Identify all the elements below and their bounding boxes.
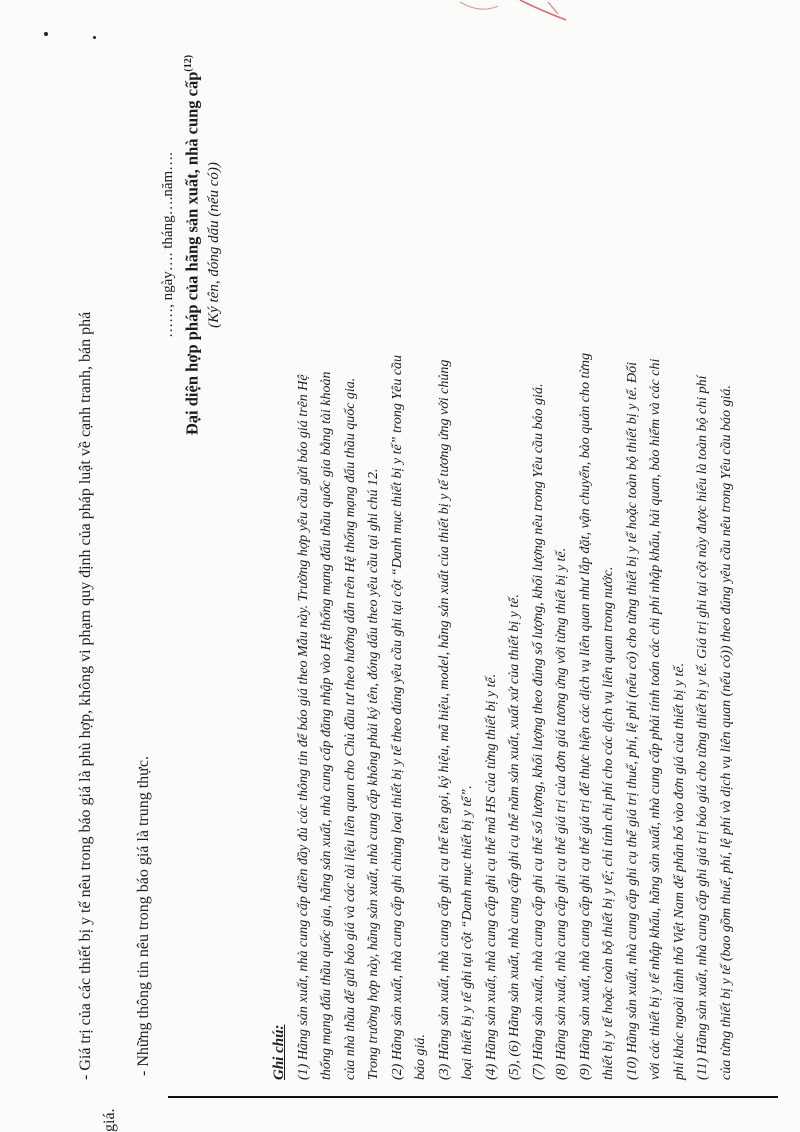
signature-block — [158, 30, 224, 460]
note-line: (1) Hãng sản xuất, nhà cung cấp điền đầy đủ các thông tin để báo giá theo Mẫu này. Trường hợp yêu cầu gửi báo giá trên Hệ — [295, 374, 311, 1080]
signature-note: (Ký tên, đóng dấu (nếu có)) — [205, 162, 222, 328]
notes-heading: Ghi chú: — [271, 1024, 287, 1080]
note-line: (3) Hãng sản xuất, nhà cung cấp ghi cụ thể tên gọi, ký hiệu, mã hiệu, model, hãng sản xuất của thiết bị y tế tương ứng với chủng — [436, 359, 452, 1080]
note-line: Trong trường hợp này, hãng sản xuất, nhà cung cấp không phải ký tên, đóng dấu theo yêu cầu tại ghi chú 12. — [366, 468, 381, 1080]
note-line: của nhà thầu để gửi báo giá và các tài liệu liên quan cho Chủ đầu tư theo hướng dẫn trên Hệ thống mạng đấu thầu quốc gia. — [342, 377, 358, 1080]
note-line: thống mạng đấu thầu quốc gia, hãng sản xuất, nhà cung cấp đăng nhập vào Hệ thống mạng đấu thầu quốc gia bằng tài khoản — [319, 371, 334, 1080]
body-line-1: - Giá trị của các thiết bị y tế nêu trong báo giá là phù hợp, không vi phạm quy định của pháp luật về cạnh tranh, bán phá — [77, 311, 94, 1080]
signature-title-text: Đại diện hợp pháp của hãng sản xuất, nhà cung cấp — [182, 71, 202, 436]
note-line: (11) Hãng sản xuất, nhà cung cấp ghi giá trị báo giá cho từng thiết bị y tế. Giá trị ghi tại cột này được hiểu là toàn bộ chi phí — [695, 375, 710, 1080]
page-bottom-rule — [168, 1096, 778, 1098]
notes-section — [268, 40, 738, 1080]
signature-date-line: ……, ngày…. tháng….năm…. — [160, 152, 176, 338]
note-line: (5), (6) Hãng sản xuất, nhà cung cấp ghi cụ thể năm sản xuất, xuất xứ của thiết bị y tế. — [507, 594, 522, 1080]
note-line: (8) Hãng sản xuất, nhà cung cấp ghi cụ thể giá trị của đơn giá tương ứng với từng thiết bị y tế. — [554, 547, 569, 1080]
note-line: phí khác ngoài lãnh thổ Việt Nam để phân bổ vào đơn giá của thiết bị y tế. — [671, 662, 687, 1080]
body-line-3: - Những thông tin nêu trong báo giá là trung thực. — [135, 756, 152, 1076]
note-line: (4) Hãng sản xuất, nhà cung cấp ghi cụ thể mã HS của từng thiết bị y tế. — [483, 673, 499, 1080]
note-line: (10) Hãng sản xuất, nhà cung cấp ghi cụ thể giá trị thuế, phí, lệ phí (nếu có) cho từng thiết bị y tế hoặc toàn bộ thiết bị y tế. Đối — [624, 362, 640, 1080]
rotated-page-content — [40, 20, 760, 1132]
note-line: thiết bị y tế hoặc toàn bộ thiết bị y tế; chỉ tính chi phí cho các dịch vụ liên quan trong nước. — [601, 566, 616, 1080]
note-line: (9) Hãng sản xuất, nhà cung cấp ghi cụ thể giá trị để thực hiện các dịch vụ liên quan như lắp đặt, vận chuyển, bảo quản cho từng — [577, 352, 593, 1080]
note-line: của từng thiết bị y tế (bao gồm thuế, phí, lệ phí và dịch vụ liên quan (nếu có)) theo đúng yêu cầu nêu trong Yêu cầu báo giá. — [718, 385, 734, 1080]
note-line: (2) Hãng sản xuất, nhà cung cấp ghi chủng loại thiết bị y tế theo đúng yêu cầu ghi tại cột “Danh mục thiết bị y tế” trong Yêu cầu — [389, 354, 405, 1080]
note-line: với các thiết bị y tế nhập khẩu, hãng sản xuất, nhà cung cấp phải tính toán các chi phí nhập khẩu, hải quan, bảo hiểm và các chi — [648, 358, 663, 1080]
signature-title — [178, 30, 204, 460]
signature-footnote-ref: (12) — [183, 54, 194, 72]
note-line: (7) Hãng sản xuất, nhà cung cấp ghi cụ thể số lượng, khối lượng theo đúng số lượng, khối lượng nêu trong Yêu cầu báo giá. — [530, 383, 546, 1080]
body-line-2: giá. — [101, 1108, 118, 1132]
note-line: báo giá. — [413, 1034, 428, 1080]
note-line: loại thiết bị y tế ghi tại cột “Danh mục thiết bị y tế”. — [460, 785, 475, 1080]
